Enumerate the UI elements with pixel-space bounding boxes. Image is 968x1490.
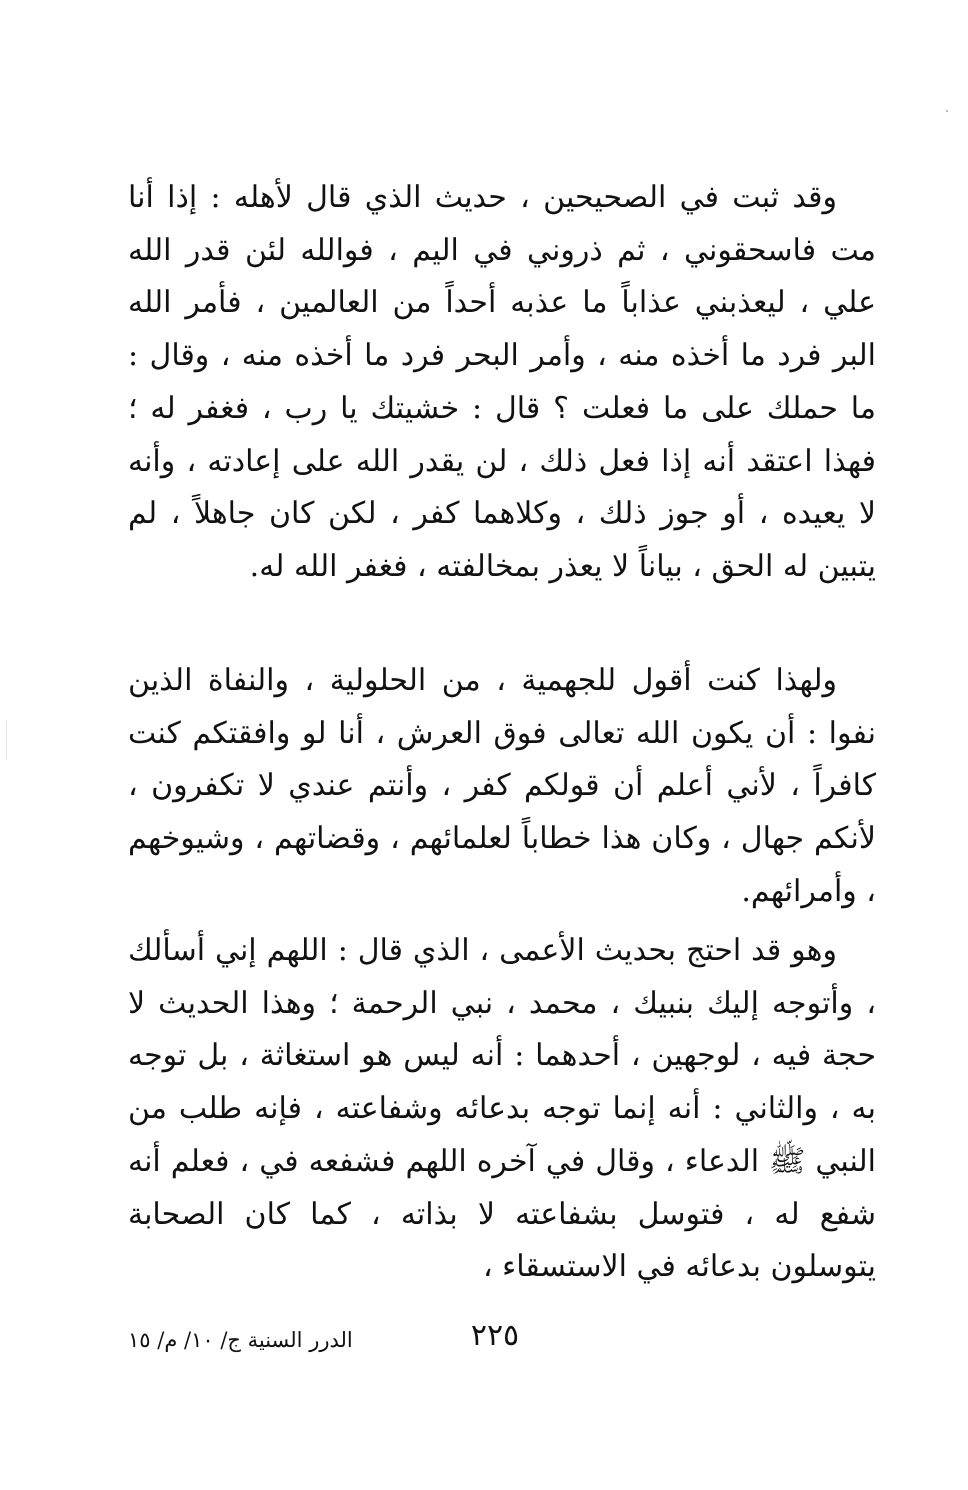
paragraph-2: ولهذا كنت أقول للجهمية ، من الحلولية ، والنفاة الذين نفوا : أن يكون الله تعالى فوق العرش ، أنا لو وافقتكم كنت كافراً ، لأني أعلم أن قولكم كفر ، وأنتم عندي لا تكفرون ، لأنكم جهال ، وكان هذا خطاباً لعلمائهم ، وقضاتهم ، وشيوخهم ، وأمرائهم. — [128, 663, 876, 909]
paragraph-3-block — [128, 925, 876, 1294]
scan-edge-line — [6, 720, 7, 760]
source-reference: الدرر السنية ج/ ١٠/ م/ ١٥ — [128, 1328, 353, 1352]
paragraph-1-block — [128, 172, 876, 594]
paragraph-2-block — [128, 655, 876, 919]
paragraph-3: وهو قد احتج بحديث الأعمى ، الذي قال : اللهم إني أسألك ، وأتوجه إليك بنبيك ، محمد ، نبي الرحمة ؛ وهذا الحديث لا حجة فيه ، لوجهين ، أحدهما : أنه ليس هو استغاثة ، بل توجه به ، والثاني : أنه إنما توجه بدعائه وشفاعته ، فإنه طلب من النبي ﷺ الدعاء ، وقال في آخره اللهم فشفعه في ، فعلم أنه شفع له ، فتوسل بشفاعته لا بذاته ، كما كان الصحابة يتوسلون بدعائه في الاستسقاء ، — [128, 933, 876, 1285]
page-number: ٢٢٥ — [470, 1318, 520, 1353]
paragraph-1: وقد ثبت في الصحيحين ، حديث الذي قال لأهله : إذا أنا مت فاسحقوني ، ثم ذروني في اليم ، فوالله لئن قدر الله علي ، ليعذبني عذاباً ما عذبه أحداً من العالمين ، فأمر الله البر فرد ما أخذه منه ، وأمر البحر فرد ما أخذه منه ، وقال : ما حملك على ما فعلت ؟ قال : خشيتك يا رب ، فغفر له ؛ فهذا اعتقد أنه إذا فعل ذلك ، لن يقدر الله على إعادته ، وأنه لا يعيده ، أو جوز ذلك ، وكلاهما كفر ، لكن كان جاهلاً ، لم يتبين له الحق ، بياناً لا يعذر بمخالفته ، فغفر الله له. — [128, 180, 877, 584]
scan-speck — [946, 110, 948, 112]
